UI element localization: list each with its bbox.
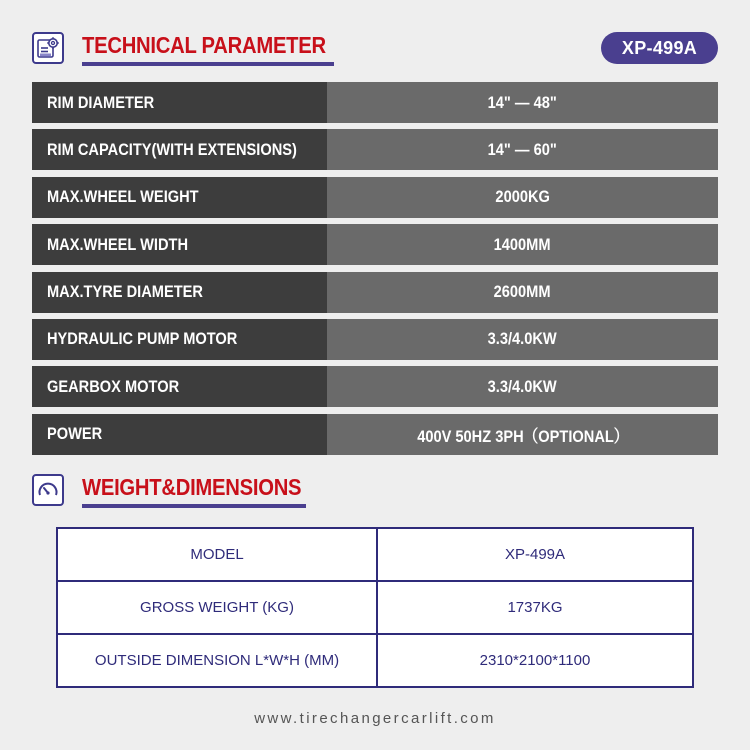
parameter-value-text: 1400MM	[494, 234, 551, 254]
parameter-row	[32, 177, 718, 218]
parameter-value	[327, 177, 718, 218]
dimension-value: 1737KG	[377, 581, 693, 634]
parameter-label-text: POWER	[47, 424, 103, 444]
table-row	[57, 581, 693, 634]
weight-title: WEIGHT&DIMENSIONS	[82, 474, 302, 500]
dimension-label: GROSS WEIGHT (KG)	[57, 581, 377, 634]
technical-header	[32, 32, 359, 66]
parameter-value	[327, 319, 718, 360]
parameter-row	[32, 319, 718, 360]
weight-header	[32, 474, 331, 508]
technical-parameter-table	[32, 82, 718, 461]
parameter-value	[327, 366, 718, 407]
parameter-value	[327, 129, 718, 170]
parameter-label	[32, 414, 327, 455]
parameter-label	[32, 82, 327, 123]
parameter-label-text: MAX.WHEEL WIDTH	[47, 234, 189, 254]
parameter-label	[32, 224, 327, 265]
dimension-value: 2310*2100*1100	[377, 634, 693, 687]
technical-title: TECHNICAL PARAMETER	[82, 32, 326, 58]
parameter-label	[32, 319, 327, 360]
table-row	[57, 634, 693, 687]
weight-dimensions-table	[56, 527, 694, 688]
parameter-value-text: 400V 50HZ 3PH（OPTIONAL）	[416, 426, 629, 446]
parameter-label-text: HYDRAULIC PUMP MOTOR	[47, 329, 238, 349]
dimension-value: XP-499A	[377, 528, 693, 581]
parameter-label-text: RIM CAPACITY(WITH EXTENSIONS)	[47, 139, 297, 159]
settings-document-icon	[32, 32, 64, 64]
parameter-label-text: GEARBOX MOTOR	[47, 376, 180, 396]
parameter-value-text: 14" — 48"	[487, 92, 558, 112]
parameter-row	[32, 129, 718, 170]
website-url[interactable]: www.tirechangercarlift.com	[254, 710, 496, 727]
parameter-row	[32, 224, 718, 265]
parameter-label-text: MAX.WHEEL WEIGHT	[47, 187, 199, 207]
parameter-row	[32, 414, 718, 455]
model-badge: XP-499A	[601, 32, 718, 64]
parameter-label-text: MAX.TYRE DIAMETER	[47, 282, 203, 302]
parameter-value-text: 3.3/4.0KW	[487, 376, 558, 396]
parameter-value-text: 2000KG	[495, 187, 550, 207]
parameter-row	[32, 366, 718, 407]
gauge-icon	[32, 474, 64, 506]
parameter-label	[32, 272, 327, 313]
parameter-row	[32, 272, 718, 313]
parameter-value-text: 3.3/4.0KW	[487, 329, 558, 349]
parameter-row	[32, 82, 718, 123]
parameter-value	[327, 82, 718, 123]
parameter-label	[32, 177, 327, 218]
parameter-value	[327, 414, 718, 455]
weight-title-underline	[82, 504, 306, 508]
parameter-value	[327, 272, 718, 313]
dimension-label: MODEL	[57, 528, 377, 581]
parameter-label	[32, 366, 327, 407]
technical-title-underline	[82, 62, 334, 66]
parameter-value	[327, 224, 718, 265]
parameter-label-text: RIM DIAMETER	[47, 92, 155, 112]
table-row	[57, 528, 693, 581]
parameter-value-text: 2600MM	[494, 282, 551, 302]
parameter-label	[32, 129, 327, 170]
parameter-value-text: 14" — 60"	[487, 139, 558, 159]
dimension-label: OUTSIDE DIMENSION L*W*H (MM)	[57, 634, 377, 687]
